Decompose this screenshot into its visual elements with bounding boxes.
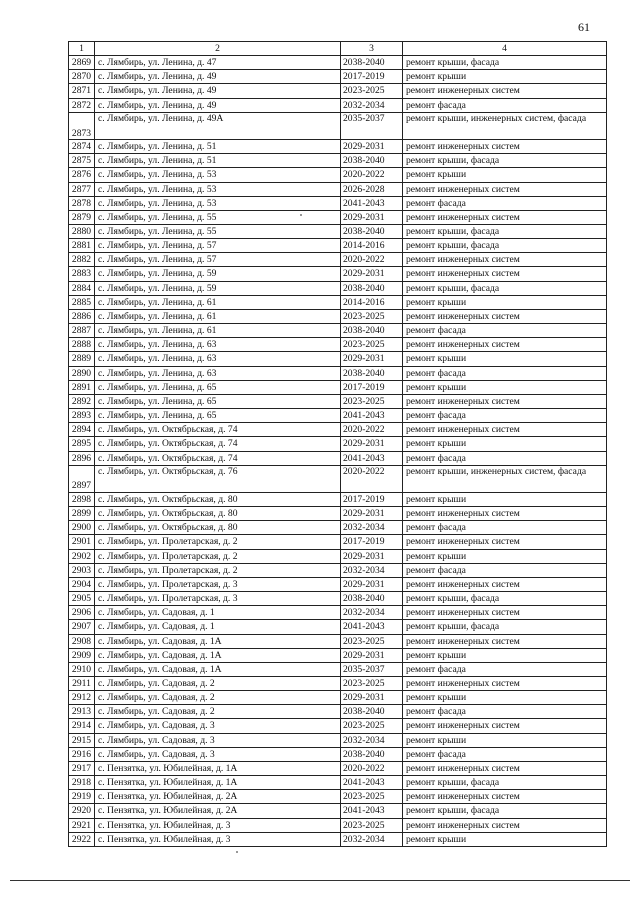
table-row — [69, 267, 607, 281]
address-cell: с. Лямбирь, ул. Ленина, д. 63 — [95, 352, 341, 366]
work-type-cell: ремонт инженерных систем — [403, 634, 607, 648]
row-number: 2883 — [69, 267, 95, 281]
row-number: 2922 — [69, 832, 95, 846]
address-cell: с. Лямбирь, ул. Ленина, д. 47 — [95, 56, 341, 70]
period-cell: 2017-2019 — [341, 380, 403, 394]
address-cell: с. Лямбирь, ул. Ленина, д. 57 — [95, 253, 341, 267]
period-cell: 2023-2025 — [341, 309, 403, 323]
address-cell: с. Лямбирь, ул. Садовая, д. 3 — [95, 747, 341, 761]
work-type-cell: ремонт инженерных систем — [403, 84, 607, 98]
period-cell: 2023-2025 — [341, 790, 403, 804]
period-cell: 2041-2043 — [341, 196, 403, 210]
column-header: 1 — [69, 42, 95, 56]
work-type-cell: ремонт крыши — [403, 549, 607, 563]
address-cell: с. Лямбирь, ул. Ленина, д. 65 — [95, 394, 341, 408]
work-type-cell: ремонт крыши — [403, 295, 607, 309]
table-row — [69, 225, 607, 239]
period-cell: 2032-2034 — [341, 832, 403, 846]
period-cell: 2020-2022 — [341, 253, 403, 267]
period-cell: 2023-2025 — [341, 818, 403, 832]
table-row — [69, 338, 607, 352]
work-type-cell: ремонт инженерных систем — [403, 394, 607, 408]
row-number: 2899 — [69, 507, 95, 521]
bottom-rule — [10, 880, 630, 881]
work-type-cell: ремонт фасада — [403, 409, 607, 423]
address-cell: с. Лямбирь, ул. Октябрьская, д. 74 — [95, 451, 341, 465]
period-cell: 2029-2031 — [341, 267, 403, 281]
address-cell: с. Лямбирь, ул. Садовая, д. 1 — [95, 606, 341, 620]
address-cell: с. Лямбирь, ул. Ленина, д. 51 — [95, 140, 341, 154]
row-number: 2882 — [69, 253, 95, 267]
table-row — [69, 549, 607, 563]
table-row — [69, 577, 607, 591]
table-row — [69, 196, 607, 210]
work-type-cell: ремонт крыши — [403, 691, 607, 705]
period-cell: 2035-2037 — [341, 662, 403, 676]
period-cell: 2038-2040 — [341, 154, 403, 168]
work-type-cell: ремонт крыши — [403, 352, 607, 366]
table-row — [69, 832, 607, 846]
work-type-cell: ремонт фасада — [403, 451, 607, 465]
work-type-cell: ремонт инженерных систем — [403, 423, 607, 437]
table-row — [69, 465, 607, 492]
row-number: 2869 — [69, 56, 95, 70]
row-number: 2888 — [69, 338, 95, 352]
address-cell: с. Лямбирь, ул. Ленина, д. 51 — [95, 154, 341, 168]
work-type-cell: ремонт крыши, инженерных систем, фасада — [403, 465, 607, 492]
period-cell: 2017-2019 — [341, 492, 403, 506]
address-cell: с. Лямбирь, ул. Ленина, д. 59 — [95, 281, 341, 295]
period-cell: 2038-2040 — [341, 592, 403, 606]
column-header: 3 — [341, 42, 403, 56]
work-type-cell: ремонт фасада — [403, 705, 607, 719]
table-row — [69, 253, 607, 267]
work-type-cell: ремонт инженерных систем — [403, 535, 607, 549]
period-cell: 2029-2031 — [341, 577, 403, 591]
address-cell: с. Лямбирь, ул. Пролетарская, д. 2 — [95, 563, 341, 577]
address-cell: с. Лямбирь, ул. Ленина, д. 59 — [95, 267, 341, 281]
table-row — [69, 804, 607, 818]
work-type-cell: ремонт крыши — [403, 168, 607, 182]
period-cell: 2020-2022 — [341, 423, 403, 437]
table-row — [69, 492, 607, 506]
row-number: 2875 — [69, 154, 95, 168]
address-cell: с. Лямбирь, ул. Октябрьская, д. 80 — [95, 521, 341, 535]
table-row — [69, 521, 607, 535]
work-type-cell: ремонт крыши, фасада — [403, 56, 607, 70]
address-cell: с. Лямбирь, ул. Садовая, д. 3 — [95, 733, 341, 747]
period-cell: 2020-2022 — [341, 465, 403, 492]
period-cell: 2020-2022 — [341, 168, 403, 182]
address-cell: с. Лямбирь, ул. Ленина, д. 63 — [95, 338, 341, 352]
address-cell: с. Пензятка, ул. Юбилейная, д. 1А — [95, 776, 341, 790]
row-number: 2893 — [69, 409, 95, 423]
work-type-cell: ремонт инженерных систем — [403, 338, 607, 352]
address-cell: с. Лямбирь, ул. Ленина, д. 61 — [95, 309, 341, 323]
period-cell: 2038-2040 — [341, 225, 403, 239]
address-cell: с. Лямбирь, ул. Ленина, д. 65 — [95, 409, 341, 423]
address-cell: с. Лямбирь, ул. Ленина, д. 57 — [95, 239, 341, 253]
row-number: 2916 — [69, 747, 95, 761]
scan-speck — [236, 851, 238, 853]
row-number: 2872 — [69, 98, 95, 112]
period-cell: 2029-2031 — [341, 140, 403, 154]
table-header-row — [69, 42, 607, 56]
period-cell: 2038-2040 — [341, 705, 403, 719]
address-cell: с. Пензятка, ул. Юбилейная, д. 3 — [95, 818, 341, 832]
address-cell: с. Лямбирь, ул. Ленина, д. 49 — [95, 70, 341, 84]
table-row — [69, 281, 607, 295]
period-cell: 2038-2040 — [341, 56, 403, 70]
row-number: 2874 — [69, 140, 95, 154]
row-number: 2903 — [69, 563, 95, 577]
address-cell: с. Лямбирь, ул. Садовая, д. 2 — [95, 705, 341, 719]
table-row — [69, 84, 607, 98]
table-row — [69, 747, 607, 761]
address-cell: с. Лямбирь, ул. Ленина, д. 61 — [95, 295, 341, 309]
work-type-cell: ремонт крыши — [403, 70, 607, 84]
row-number: 2901 — [69, 535, 95, 549]
table-row — [69, 140, 607, 154]
address-cell: с. Лямбирь, ул. Ленина, д. 53 — [95, 182, 341, 196]
row-number: 2887 — [69, 324, 95, 338]
row-number: 2909 — [69, 648, 95, 662]
table-row — [69, 98, 607, 112]
work-type-cell: ремонт крыши — [403, 648, 607, 662]
table-row — [69, 790, 607, 804]
period-cell: 2014-2016 — [341, 239, 403, 253]
address-cell: с. Лямбирь, ул. Октябрьская, д. 80 — [95, 492, 341, 506]
row-number: 2912 — [69, 691, 95, 705]
row-number: 2877 — [69, 182, 95, 196]
table-row — [69, 366, 607, 380]
row-number: 2900 — [69, 521, 95, 535]
work-type-cell: ремонт крыши, инженерных систем, фасада — [403, 112, 607, 139]
period-cell: 2029-2031 — [341, 549, 403, 563]
work-type-cell: ремонт инженерных систем — [403, 182, 607, 196]
address-cell: с. Лямбирь, ул. Садовая, д. 1А — [95, 634, 341, 648]
row-number: 2896 — [69, 451, 95, 465]
row-number: 2886 — [69, 309, 95, 323]
address-cell: с. Лямбирь, ул. Садовая, д. 1 — [95, 620, 341, 634]
address-cell: с. Лямбирь, ул. Ленина, д. 53 — [95, 196, 341, 210]
period-cell: 2038-2040 — [341, 366, 403, 380]
table-row — [69, 733, 607, 747]
period-cell: 2023-2025 — [341, 394, 403, 408]
work-type-cell: ремонт инженерных систем — [403, 507, 607, 521]
work-type-cell: ремонт инженерных систем — [403, 309, 607, 323]
period-cell: 2023-2025 — [341, 634, 403, 648]
table-row — [69, 761, 607, 775]
table-row — [69, 380, 607, 394]
table-row — [69, 70, 607, 84]
row-number: 2917 — [69, 761, 95, 775]
row-number: 2911 — [69, 677, 95, 691]
table-row — [69, 662, 607, 676]
work-type-cell: ремонт инженерных систем — [403, 210, 607, 224]
address-cell: с. Лямбирь, ул. Ленина, д. 49 — [95, 84, 341, 98]
table-row — [69, 535, 607, 549]
work-type-cell: ремонт фасада — [403, 324, 607, 338]
table-row — [69, 56, 607, 70]
row-number: 2913 — [69, 705, 95, 719]
row-number: 2878 — [69, 196, 95, 210]
address-cell: с. Лямбирь, ул. Ленина, д. 49А — [95, 112, 341, 139]
work-type-cell: ремонт фасада — [403, 662, 607, 676]
row-number: 2905 — [69, 592, 95, 606]
row-number: 2889 — [69, 352, 95, 366]
row-number: 2892 — [69, 394, 95, 408]
address-cell: с. Лямбирь, ул. Садовая, д. 2 — [95, 691, 341, 705]
work-type-cell: ремонт крыши — [403, 492, 607, 506]
work-type-cell: ремонт крыши, фасада — [403, 592, 607, 606]
address-cell: с. Лямбирь, ул. Садовая, д. 1А — [95, 648, 341, 662]
period-cell: 2032-2034 — [341, 563, 403, 577]
work-type-cell: ремонт крыши, фасада — [403, 225, 607, 239]
address-cell: с. Лямбирь, ул. Октябрьская, д. 80 — [95, 507, 341, 521]
table-row — [69, 210, 607, 224]
row-number: 2918 — [69, 776, 95, 790]
address-cell: с. Пензятка, ул. Юбилейная, д. 3 — [95, 832, 341, 846]
period-cell: 2017-2019 — [341, 70, 403, 84]
period-cell: 2038-2040 — [341, 324, 403, 338]
period-cell: 2029-2031 — [341, 352, 403, 366]
address-cell: с. Лямбирь, ул. Ленина, д. 63 — [95, 366, 341, 380]
period-cell: 2029-2031 — [341, 210, 403, 224]
period-cell: 2032-2034 — [341, 98, 403, 112]
table-row — [69, 705, 607, 719]
row-number: 2894 — [69, 423, 95, 437]
row-number: 2880 — [69, 225, 95, 239]
address-cell: с. Лямбирь, ул. Садовая, д. 2 — [95, 677, 341, 691]
period-cell: 2035-2037 — [341, 112, 403, 139]
table-row — [69, 423, 607, 437]
row-number: 2885 — [69, 295, 95, 309]
address-cell: с. Лямбирь, ул. Октябрьская, д. 74 — [95, 437, 341, 451]
work-type-cell: ремонт инженерных систем — [403, 790, 607, 804]
work-type-cell: ремонт фасада — [403, 98, 607, 112]
table-row — [69, 592, 607, 606]
period-cell: 2032-2034 — [341, 733, 403, 747]
work-type-cell: ремонт крыши — [403, 832, 607, 846]
row-number: 2879 — [69, 210, 95, 224]
work-type-cell: ремонт крыши, фасада — [403, 281, 607, 295]
scan-speck — [300, 214, 302, 216]
address-cell: с. Лямбирь, ул. Ленина, д. 65 — [95, 380, 341, 394]
row-number: 2890 — [69, 366, 95, 380]
row-number: 2870 — [69, 70, 95, 84]
table-row — [69, 437, 607, 451]
address-cell: с. Лямбирь, ул. Октябрьская, д. 76 — [95, 465, 341, 492]
row-number: 2907 — [69, 620, 95, 634]
table-row — [69, 451, 607, 465]
table-row — [69, 112, 607, 139]
work-type-cell: ремонт крыши, фасада — [403, 154, 607, 168]
table-row — [69, 309, 607, 323]
work-type-cell: ремонт фасада — [403, 563, 607, 577]
period-cell: 2041-2043 — [341, 451, 403, 465]
work-type-cell: ремонт инженерных систем — [403, 818, 607, 832]
row-number: 2921 — [69, 818, 95, 832]
row-number: 2876 — [69, 168, 95, 182]
work-type-cell: ремонт крыши — [403, 733, 607, 747]
row-number: 2906 — [69, 606, 95, 620]
period-cell: 2023-2025 — [341, 84, 403, 98]
period-cell: 2032-2034 — [341, 521, 403, 535]
period-cell: 2038-2040 — [341, 747, 403, 761]
table-row — [69, 677, 607, 691]
period-cell: 2029-2031 — [341, 437, 403, 451]
address-cell: с. Лямбирь, ул. Ленина, д. 55 — [95, 225, 341, 239]
table-row — [69, 719, 607, 733]
capital-repair-table — [68, 41, 607, 847]
row-number: 2873 — [69, 112, 95, 139]
address-cell: с. Лямбирь, ул. Садовая, д. 1А — [95, 662, 341, 676]
address-cell: с. Пензятка, ул. Юбилейная, д. 2А — [95, 804, 341, 818]
work-type-cell: ремонт инженерных систем — [403, 606, 607, 620]
table-row — [69, 239, 607, 253]
row-number: 2910 — [69, 662, 95, 676]
table-row — [69, 776, 607, 790]
row-number: 2884 — [69, 281, 95, 295]
work-type-cell: ремонт инженерных систем — [403, 761, 607, 775]
address-cell: с. Лямбирь, ул. Ленина, д. 61 — [95, 324, 341, 338]
table-row — [69, 394, 607, 408]
work-type-cell: ремонт крыши, фасада — [403, 620, 607, 634]
work-type-cell: ремонт фасада — [403, 366, 607, 380]
work-type-cell: ремонт инженерных систем — [403, 577, 607, 591]
table-row — [69, 818, 607, 832]
period-cell: 2041-2043 — [341, 804, 403, 818]
work-type-cell: ремонт фасада — [403, 521, 607, 535]
period-cell: 2023-2025 — [341, 719, 403, 733]
row-number: 2920 — [69, 804, 95, 818]
address-cell: с. Лямбирь, ул. Пролетарская, д. 3 — [95, 577, 341, 591]
column-header: 4 — [403, 42, 607, 56]
table-row — [69, 182, 607, 196]
table-row — [69, 295, 607, 309]
table-row — [69, 352, 607, 366]
work-type-cell: ремонт инженерных систем — [403, 253, 607, 267]
table-row — [69, 634, 607, 648]
table-row — [69, 620, 607, 634]
row-number: 2908 — [69, 634, 95, 648]
row-number: 2902 — [69, 549, 95, 563]
table-row — [69, 648, 607, 662]
period-cell: 2029-2031 — [341, 691, 403, 705]
table-row — [69, 563, 607, 577]
address-cell: с. Лямбирь, ул. Ленина, д. 49 — [95, 98, 341, 112]
address-cell: с. Лямбирь, ул. Октябрьская, д. 74 — [95, 423, 341, 437]
address-cell: с. Лямбирь, ул. Пролетарская, д. 3 — [95, 592, 341, 606]
row-number: 2914 — [69, 719, 95, 733]
work-type-cell: ремонт крыши — [403, 437, 607, 451]
table-row — [69, 409, 607, 423]
address-cell: с. Лямбирь, ул. Пролетарская, д. 2 — [95, 535, 341, 549]
address-cell: с. Лямбирь, ул. Садовая, д. 3 — [95, 719, 341, 733]
address-cell: с. Пензятка, ул. Юбилейная, д. 2А — [95, 790, 341, 804]
work-type-cell: ремонт инженерных систем — [403, 140, 607, 154]
period-cell: 2020-2022 — [341, 761, 403, 775]
work-type-cell: ремонт инженерных систем — [403, 267, 607, 281]
table-row — [69, 154, 607, 168]
period-cell: 2029-2031 — [341, 648, 403, 662]
row-number: 2915 — [69, 733, 95, 747]
row-number: 2897 — [69, 465, 95, 492]
work-type-cell: ремонт фасада — [403, 747, 607, 761]
work-type-cell: ремонт крыши, фасада — [403, 776, 607, 790]
period-cell: 2041-2043 — [341, 409, 403, 423]
row-number: 2871 — [69, 84, 95, 98]
period-cell: 2029-2031 — [341, 507, 403, 521]
period-cell: 2023-2025 — [341, 677, 403, 691]
period-cell: 2041-2043 — [341, 776, 403, 790]
period-cell: 2023-2025 — [341, 338, 403, 352]
row-number: 2904 — [69, 577, 95, 591]
address-cell: с. Лямбирь, ул. Пролетарская, д. 2 — [95, 549, 341, 563]
address-cell: с. Лямбирь, ул. Ленина, д. 53 — [95, 168, 341, 182]
period-cell: 2026-2028 — [341, 182, 403, 196]
period-cell: 2041-2043 — [341, 620, 403, 634]
page-number: 61 — [578, 20, 590, 34]
period-cell: 2017-2019 — [341, 535, 403, 549]
work-type-cell: ремонт инженерных систем — [403, 719, 607, 733]
period-cell: 2038-2040 — [341, 281, 403, 295]
work-type-cell: ремонт крыши, фасада — [403, 804, 607, 818]
row-number: 2891 — [69, 380, 95, 394]
address-cell: с. Лямбирь, ул. Ленина, д. 55 — [95, 210, 341, 224]
row-number: 2895 — [69, 437, 95, 451]
table-row — [69, 168, 607, 182]
table-row — [69, 606, 607, 620]
work-type-cell: ремонт инженерных систем — [403, 677, 607, 691]
table-row — [69, 324, 607, 338]
period-cell: 2014-2016 — [341, 295, 403, 309]
table-row — [69, 507, 607, 521]
column-header: 2 — [95, 42, 341, 56]
address-cell: с. Пензятка, ул. Юбилейная, д. 1А — [95, 761, 341, 775]
table-row — [69, 691, 607, 705]
work-type-cell: ремонт фасада — [403, 196, 607, 210]
row-number: 2919 — [69, 790, 95, 804]
row-number: 2881 — [69, 239, 95, 253]
work-type-cell: ремонт крыши, фасада — [403, 239, 607, 253]
work-type-cell: ремонт крыши — [403, 380, 607, 394]
period-cell: 2032-2034 — [341, 606, 403, 620]
row-number: 2898 — [69, 492, 95, 506]
